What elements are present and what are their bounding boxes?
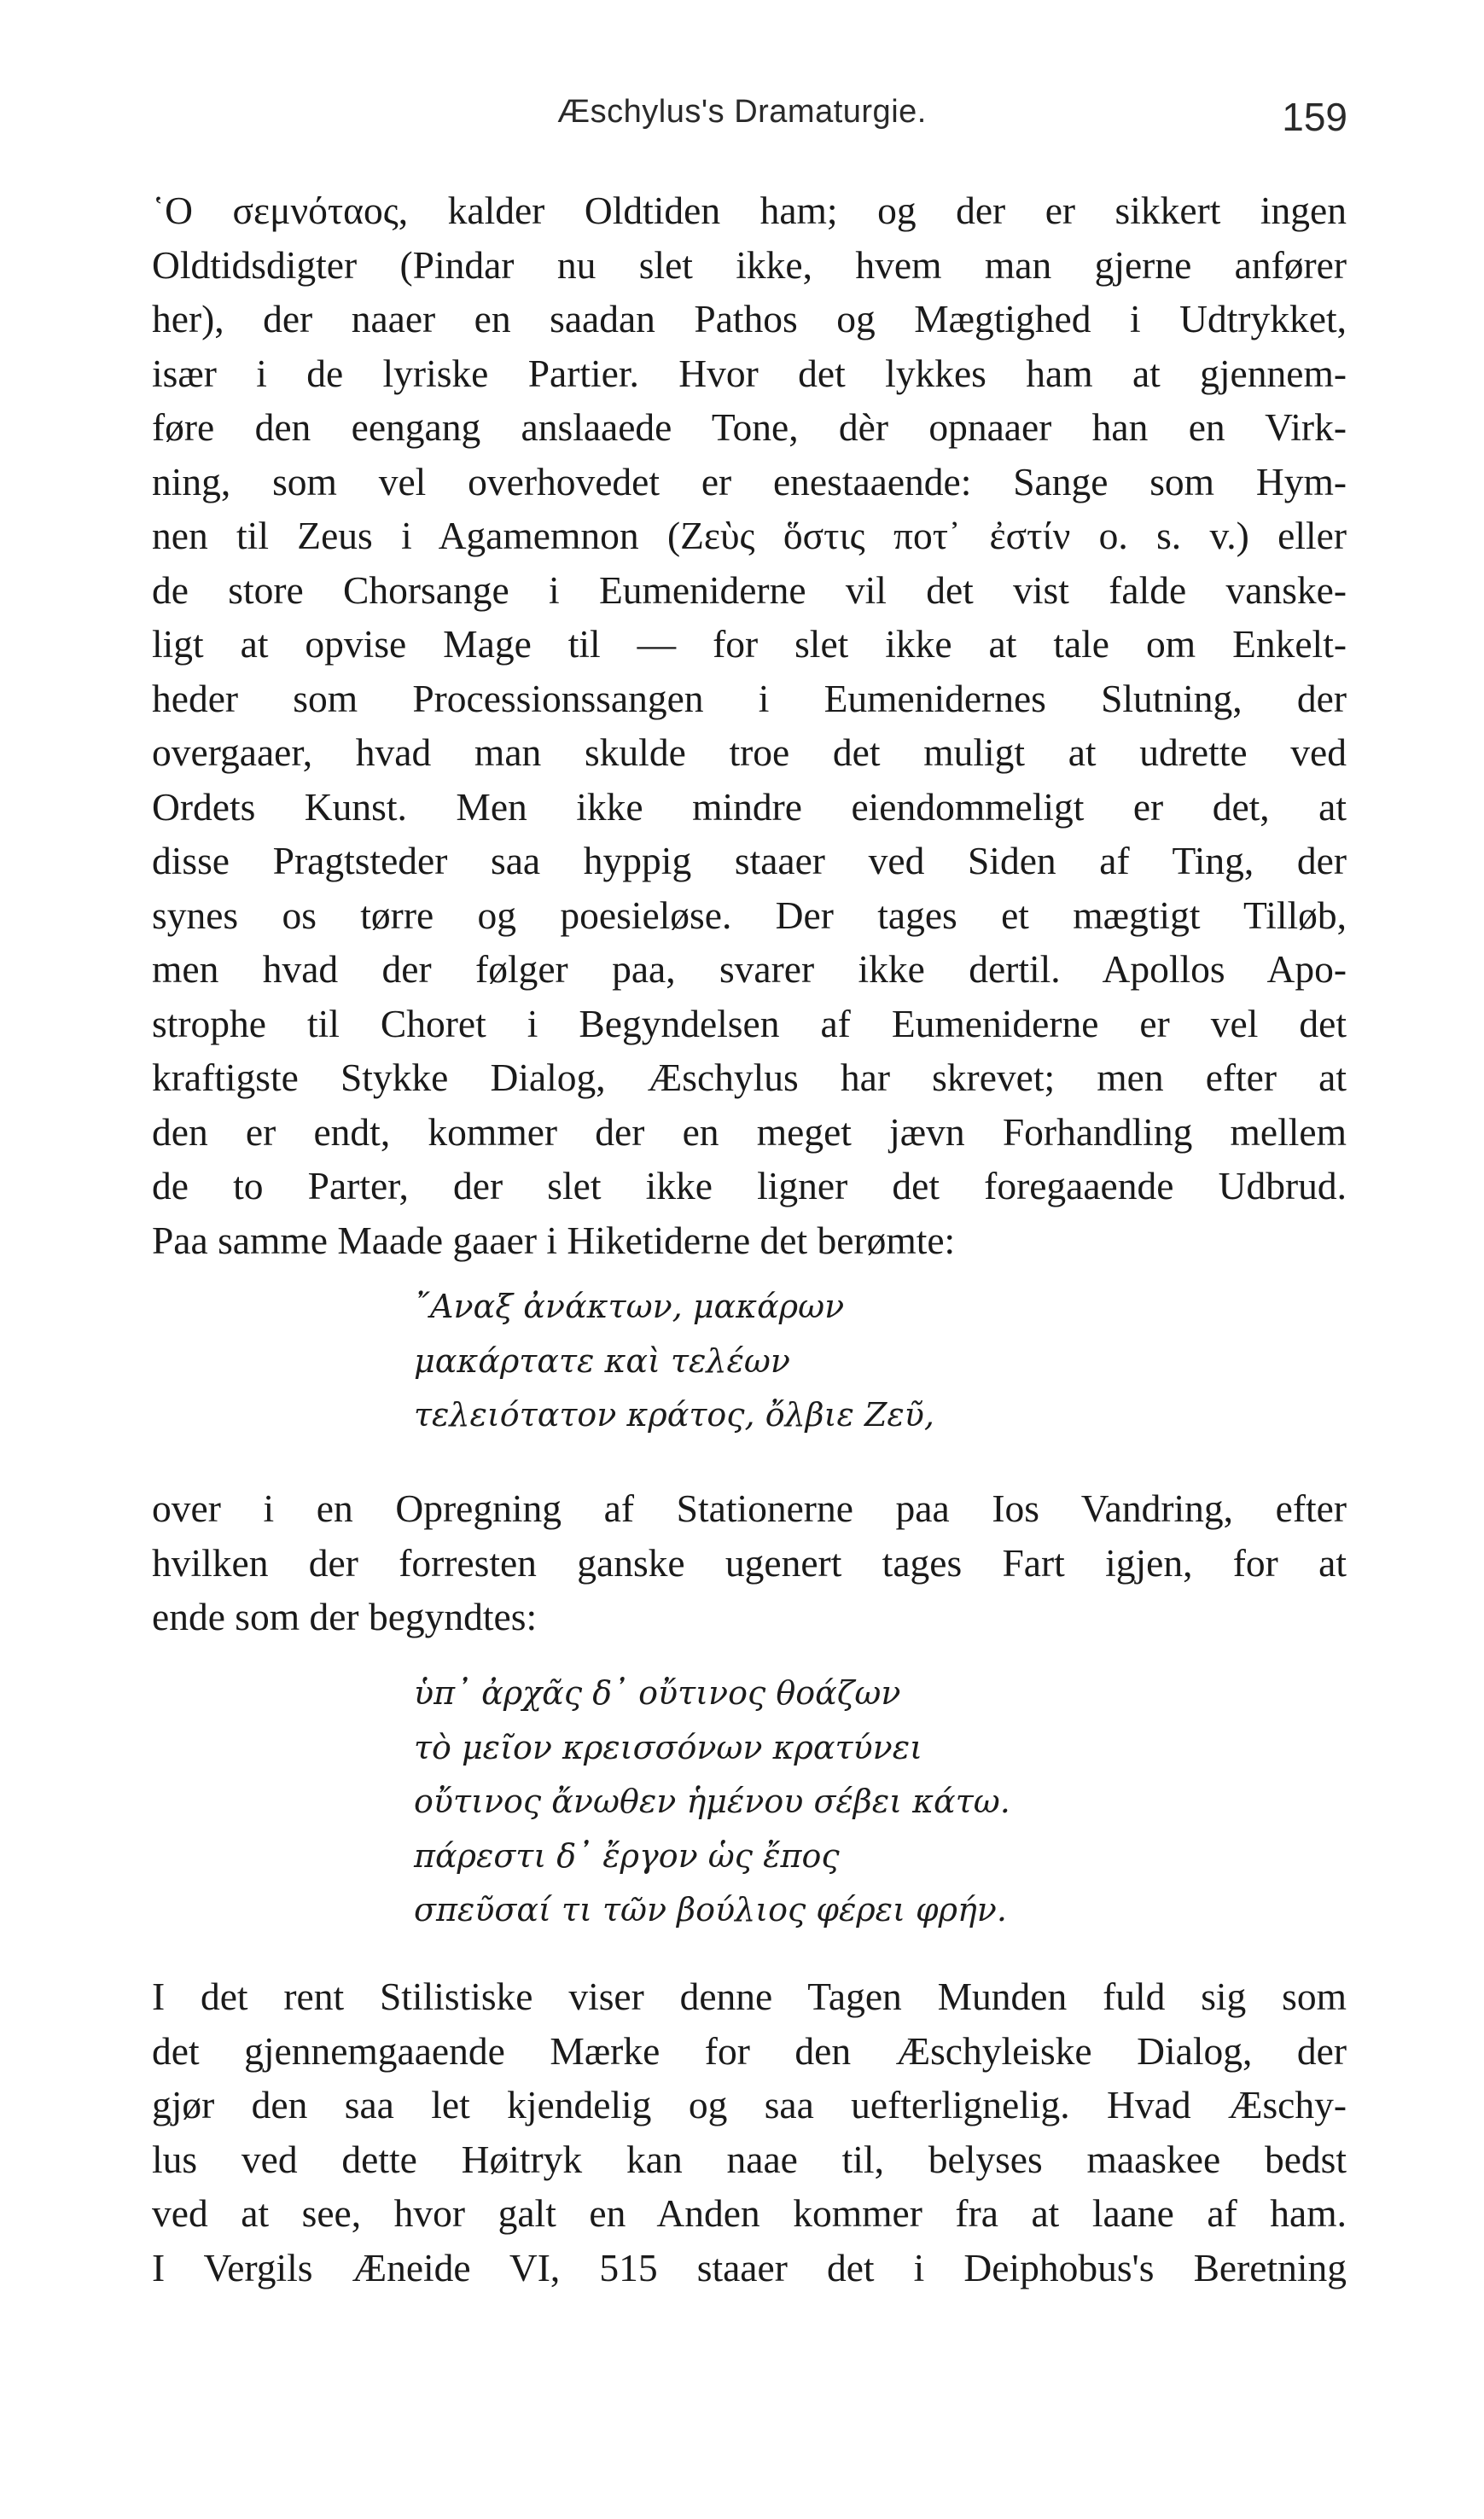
verse-line: οὔτινος ἄνωθεν ἡμένου σέβει κάτω. xyxy=(414,1783,1010,1820)
text-line: overgaaer, hvad man skulde troe det muligt at udrette ved xyxy=(152,730,1347,774)
text-line: men hvad der følger paa, svarer ikke dertil. Apollos Apo- xyxy=(152,947,1347,991)
text-line: de store Chorsange i Eumeniderne vil det vist falde vanske- xyxy=(152,567,1347,612)
text-line: de to Parter, der slet ikke ligner det foregaaende Udbrud. xyxy=(152,1164,1347,1207)
text-line: strophe til Choret i Begyndelsen af Eumeniderne er vel det xyxy=(152,1001,1347,1045)
verse-line: σπεῦσαί τι τῶν βούλιος φέρει φρήν. xyxy=(414,1891,1007,1929)
text-line: heder som Processionssangen i Eumenidernes Slutning, der xyxy=(152,676,1347,720)
text-line: Oldtidsdigter (Pindar nu slet ikke, hvem man gjerne anfører xyxy=(152,242,1347,287)
text-line: I Vergils Æneide VI, 515 staaer det i Deiphobus's Beretning xyxy=(152,2245,1347,2289)
verse-line: πάρεστι δ᾽ ἔργον ὡς ἔπος xyxy=(414,1836,840,1875)
verse-line: μακάρτατε καὶ τελέων xyxy=(414,1341,790,1380)
text-line: over i en Opregning af Stationerne paa Ios Vandring, efter xyxy=(152,1486,1347,1530)
verse-line: τὸ μεῖον κρεισσόνων κρατύνει xyxy=(414,1728,923,1766)
text-line: nen til Zeus i Agamemnon (Ζεὺς ὅστις ποτ᾽ ἐστίν o. s. v.) eller xyxy=(152,514,1347,557)
text-line: Paa samme Maade gaaer i Hiketiderne det berømte: xyxy=(152,1218,956,1262)
text-line: ligt at opvise Mage til — for slet ikke at tale om Enkelt- xyxy=(152,622,1347,666)
text-line: føre den eengang anslaaede Tone, dèr opnaaer han en Virk- xyxy=(152,405,1347,449)
verse-line: ὑπ᾽ ἀρχᾶς δ᾽ οὔτινος θοάζων xyxy=(414,1674,901,1712)
text-line: disse Pragtsteder saa hyppig staaer ved Siden af Ting, der xyxy=(152,839,1347,882)
paragraph-2 xyxy=(152,1481,1347,1644)
verse-line: ῎Αναξ ἀνάκτων, μακάρων xyxy=(414,1288,845,1325)
text-line: I det rent Stilistiske viser denne Tagen Munden fuld sig som xyxy=(152,1975,1347,2018)
page-number: 159 xyxy=(1282,95,1347,139)
text-line: hvilken der forresten ganske ugenert tages Fart igjen, for at xyxy=(152,1540,1347,1585)
text-line: den er endt, kommer der en meget jævn Forhandling mellem xyxy=(152,1109,1347,1154)
text-line: ved at see, hvor galt en Anden kommer fra at laane af ham. xyxy=(152,2191,1347,2235)
paragraph-3 xyxy=(152,1969,1347,2295)
greek-quotation-1 xyxy=(414,1280,934,1443)
text-line: det gjennemgaaende Mærke for den Æschyleiske Dialog, der xyxy=(152,2028,1347,2073)
text-line: lus ved dette Høitryk kan naae til, belyses maaskee bedst xyxy=(152,2137,1347,2181)
text-line: kraftigste Stykke Dialog, Æschylus har skrevet; men efter at xyxy=(152,1056,1347,1099)
text-line: ning, som vel overhovedet er enestaaende: Sange som Hym- xyxy=(152,459,1347,503)
verse-line: τελειότατον κράτος, ὄλβιε Ζεῦ, xyxy=(414,1396,934,1434)
text-line: ende som der begyndtes: xyxy=(152,1595,538,1638)
running-head xyxy=(0,94,1484,145)
text-line: synes os tørre og poesieløse. Der tages et mægtigt Tilløb, xyxy=(152,893,1347,937)
text-line: Ordets Kunst. Men ikke mindre eiendommeligt er det, at xyxy=(152,784,1347,829)
paragraph-1 xyxy=(152,183,1347,1267)
greek-quotation-2 xyxy=(414,1667,1010,1938)
text-line: ῾Ο σεμνόταος, kalder Oldtiden ham; og der er sikkert ingen xyxy=(152,189,1347,232)
text-line: gjør den saa let kjendelig og saa uefterlignelig. Hvad Æschy- xyxy=(152,2083,1347,2126)
text-line: her), der naaer en saadan Pathos og Mægtighed i Udtrykket, xyxy=(152,297,1347,340)
text-line: især i de lyriske Partier. Hvor det lykkes ham at gjennem- xyxy=(152,351,1347,395)
running-title: Æschylus's Dramaturgie. xyxy=(557,94,927,130)
